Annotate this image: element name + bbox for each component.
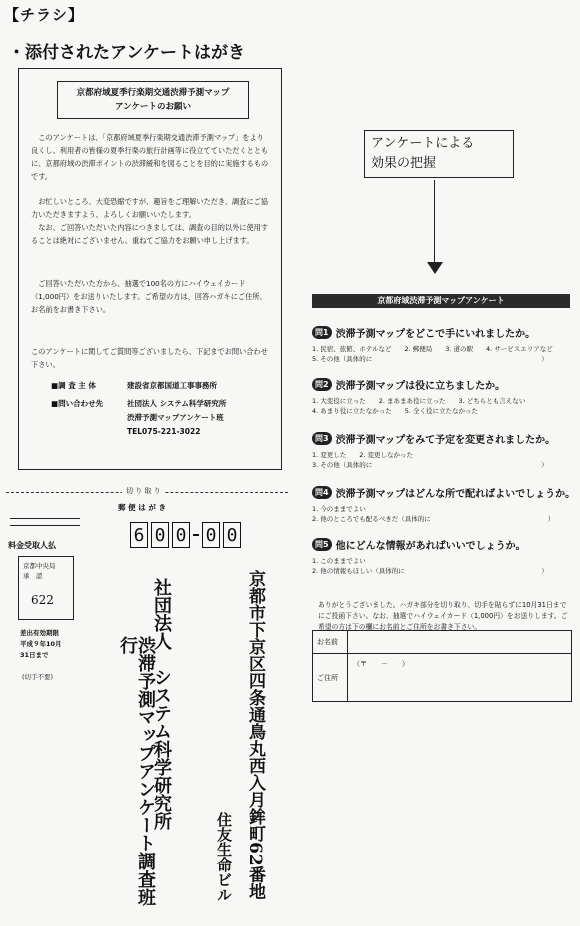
question-option: 2. 他のところでも配るべきだ（具体的に ）: [312, 515, 555, 523]
contact-tel: TEL075-221-3022: [127, 427, 201, 436]
contact-value-2b: 渋滞予測マップアンケート班: [127, 413, 224, 422]
question-number: 問4: [312, 486, 332, 499]
question-text: 渋滞予測マップはどんな所で配ればよいでしょうか。: [335, 489, 576, 500]
question-text: 渋滞予測マップは役に立ちましたか。: [335, 381, 506, 392]
addressee-line-1: 社団法人 システム科学研究所: [151, 578, 172, 830]
contact-value-2a: 社団法人 システム科学研究所: [127, 399, 227, 408]
contact-label-1: ■調 査 主 体: [51, 381, 96, 390]
form-separator: [347, 631, 348, 701]
question-number: 問3: [312, 432, 332, 445]
section-title: ・添付されたアンケートはがき: [8, 43, 245, 63]
question-2: [312, 374, 576, 416]
cut-label: 切 り 取 り: [122, 486, 165, 496]
arrow-line: [434, 180, 435, 264]
zip-digit: 0: [202, 522, 220, 548]
address-line-2: 住友生命ビル: [215, 812, 233, 902]
question-text: 渋滞予測マップをみて予定を変更されましたか。: [335, 435, 556, 446]
card-title-line2: アンケートのお願い: [115, 102, 191, 112]
name-row: [313, 631, 571, 654]
zip-code: [130, 522, 241, 548]
card-paragraph-1: このアンケートは、「京都府域夏季行楽期交通渋滞予測マップ」をより良くし、利用者の皆様の夏季行楽の旅行計画等に役立てていただくとともに、京都府域の渋滞ポイントの渋滞緩和を図ることを目的に実施するものです。: [31, 133, 269, 181]
question-option: 3. その他（具体的に ）: [312, 461, 548, 469]
question-option: 1. このままでよい: [312, 557, 366, 565]
address-label: ご住所: [317, 674, 338, 682]
stamp-lines: [10, 518, 80, 526]
effect-callout: [364, 130, 514, 178]
addressee-line-2: 渋滞予測マップアンケート調査班 行: [117, 636, 156, 924]
question-number: 問5: [312, 538, 332, 551]
arrow-down-icon: [427, 262, 443, 274]
address-line-1: 京都市下京区四条通鳥丸西入月鉾町62番地: [245, 570, 265, 900]
question-3: [312, 428, 576, 470]
no-stamp-note: (切手不要): [22, 673, 54, 681]
question-option: 2. 他の情報もほしい（具体的に ）: [312, 567, 548, 575]
survey-request-card: [18, 68, 282, 470]
question-option: 1. 今のままでよい: [312, 505, 366, 513]
question-option: 1. 変更した 2. 変更しなかった: [312, 451, 414, 459]
question-option: 1. 民宿、旅館、ホテルなど 2. 郵便局 3. 道の駅 4. サービスエリアなど: [312, 345, 553, 353]
card-paragraph-5: このアンケートに関してご質問等ございましたら、下記までお問い合わせ下さい。: [31, 347, 268, 369]
validity-period: 差出有効期限 平成９年10月 31日まで: [20, 629, 62, 659]
card-title-line1: 京都府域夏季行楽期交通渋滞予測マップ: [76, 88, 230, 98]
question-option: 1. 大変役に立った 2. まあまあ役に立った 3. どちらとも言えない: [312, 397, 526, 405]
card-paragraph-3: なお、ご回答いただいた内容につきましては、調査の目的以外に使用することは絶対にございません。重ねてご協力をお願い申し上げます。: [31, 223, 269, 245]
callout-line-1: アンケートによる: [371, 136, 475, 151]
survey-title-bar: 京都府域渋滞予測マップアンケート: [312, 294, 570, 308]
zip-digit: 0: [223, 522, 241, 548]
question-option: 4. あまり役に立たなかった 5. 全く役に立たなかった: [312, 407, 479, 415]
zip-dash: [193, 534, 199, 536]
fee-label: 料金受取人払: [8, 541, 56, 550]
name-label: お名前: [317, 638, 338, 646]
office-line-1: 京都中央局: [23, 562, 56, 570]
card-title-box: [57, 81, 249, 119]
office-line-2: 承 認: [23, 572, 43, 580]
zip-digit: 0: [151, 522, 169, 548]
contact-label-2: ■問い合わせ先: [51, 399, 104, 408]
postcard-title: 郵 便 は が き: [118, 503, 166, 512]
question-text: 渋滞予測マップをどこで手にいれましたか。: [335, 329, 536, 340]
question-1: [312, 322, 576, 364]
callout-line-2: 効果の把握: [371, 156, 437, 171]
card-paragraph-4: ご回答いただいた方から、抽選で100名の方にハイウェイカード（1,000円）をお送りいたします。ご希望の方は、回答ハガキにご住所、お名前をお書き下さい。: [31, 279, 267, 314]
question-4: [312, 482, 576, 524]
zip-digit: 0: [172, 522, 190, 548]
postal-mark: （〒 － ）: [353, 660, 409, 668]
approval-number: 622: [31, 593, 54, 607]
card-paragraph-2: お忙しいところ、大変恐縮ですが、趣旨をご理解いただき、調査にご協力いただきますよう、よろしくお願いいたします。: [31, 197, 268, 219]
return-instructions: ありがとうございました。ハガキ部分を切り取り、切手を貼らずに10月31日までにご投函下さい。なお、抽選でハイウェイカード（1,000円）をお送りします。ご希望の方は下の欄にお名前とご住所をお書き下さい。: [318, 601, 568, 631]
question-5: [312, 534, 576, 576]
approval-box: [18, 556, 74, 620]
zip-digit: 6: [130, 522, 148, 548]
question-text: 他にどんな情報があればいいでしょうか。: [335, 541, 526, 552]
name-address-form: [312, 630, 572, 702]
flyer-header: 【チラシ】: [4, 6, 85, 24]
contact-value-1: 建設省京都国道工事事務所: [127, 381, 217, 390]
question-option: 5. その他（具体的に ）: [312, 355, 548, 363]
question-number: 問2: [312, 378, 332, 391]
question-number: 問1: [312, 326, 332, 339]
